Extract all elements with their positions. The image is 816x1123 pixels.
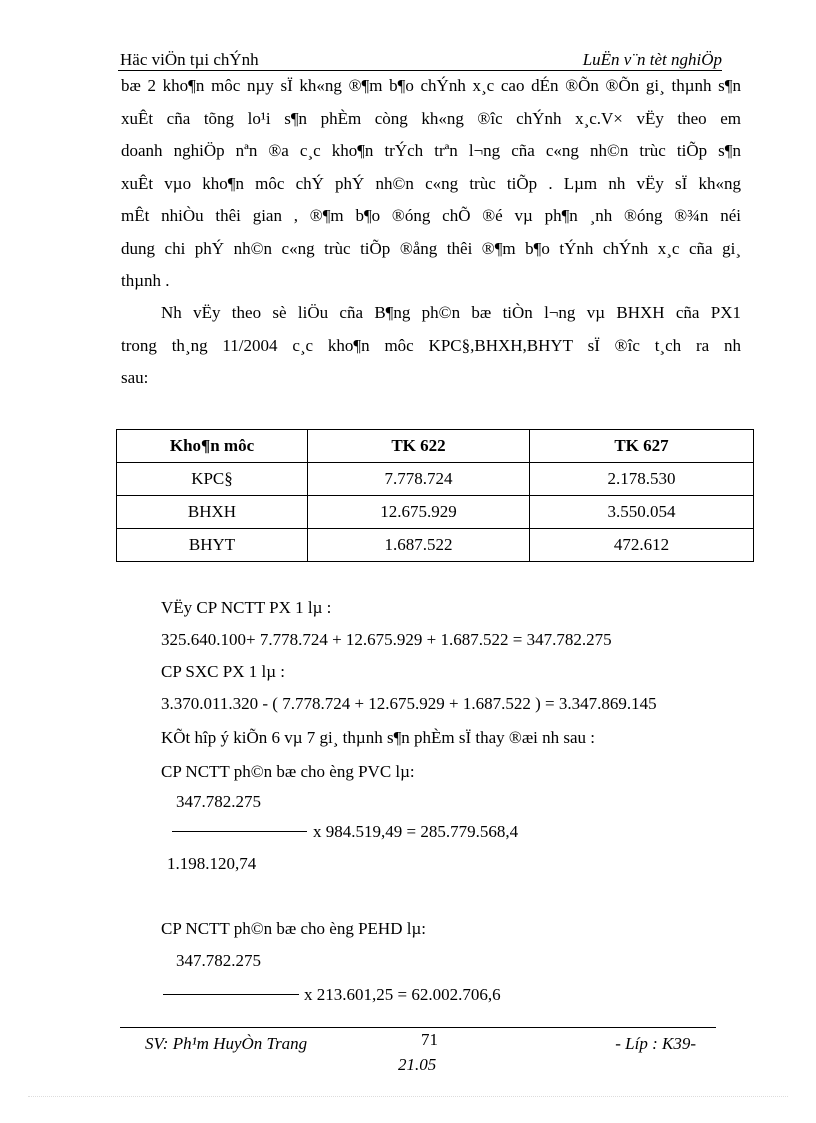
fraction-bar	[163, 994, 299, 995]
table-cell: 3.550.054	[530, 496, 754, 529]
table-cell: 2.178.530	[530, 463, 754, 496]
footer-class: - Líp : K39-	[615, 1034, 696, 1053]
footer-author: SV: Ph¹m HuyÒn Trang	[145, 1034, 308, 1053]
table-cell: 1.687.522	[308, 529, 530, 562]
fraction-numerator: 347.782.275	[176, 792, 261, 811]
paragraph-2	[121, 297, 741, 395]
calc-line: CP SXC PX 1 lµ :	[161, 662, 285, 681]
table-row	[117, 463, 754, 496]
header-document-type: LuËn v¨n tèt nghiÖp	[582, 50, 722, 69]
table-cell: 472.612	[530, 529, 754, 562]
fraction-numerator: 347.782.275	[176, 951, 261, 970]
text-line: doanh nghiÖp nªn ®a c¸c kho¶n trÝch trªn l¬ng cña c«ng nh©n trùc tiÕp s¶n	[121, 141, 741, 160]
text-line: mÊt nhiÒu thêi gian , ®¶m b¶o ®óng chÕ ®é vµ ph¶n ¸nh ®óng ®¾n néi	[121, 206, 741, 225]
text-line: sau:	[121, 368, 149, 387]
calc-line: VËy CP NCTT PX 1 lµ :	[161, 598, 332, 617]
table-header-cell: Kho¶n môc	[117, 430, 308, 463]
allocation-table	[116, 429, 754, 562]
table-row	[117, 496, 754, 529]
fraction-bar	[172, 831, 307, 832]
table-cell: BHYT	[117, 529, 308, 562]
paragraph-1	[121, 70, 741, 298]
page-number: 71	[421, 1030, 438, 1049]
text-line: trong th¸ng 11/2004 c¸c kho¶n môc KPC§,BHXH,BHYT sÏ ®îc t¸ch ra nh	[121, 335, 741, 355]
calc-line: 325.640.100+ 7.778.724 + 12.675.929 + 1.687.522 = 347.782.275	[161, 630, 612, 649]
table-header-cell: TK 622	[308, 430, 530, 463]
text-line: Nh vËy theo sè liÖu cña B¶ng ph©n bæ tiÒn l¬ng vµ BHXH cña PX1	[161, 303, 741, 322]
calc-line: KÕt hîp ý kiÕn 6 vµ 7 gi¸ thµnh s¶n phÈm sÏ thay ®æi nh sau :	[161, 728, 596, 747]
table-header-cell: TK 627	[530, 430, 754, 463]
fraction-result: x 984.519,49 = 285.779.568,4	[313, 822, 519, 841]
table-cell: KPC§	[117, 463, 308, 496]
table-cell: 12.675.929	[308, 496, 530, 529]
text-line: xuÊt vµo kho¶n môc chÝ phÝ nh©n c«ng trùc tiÕp . Lµm nh vËy sÏ kh«ng	[121, 173, 741, 193]
text-line: thµnh .	[121, 271, 170, 290]
fraction-denominator: 1.198.120,74	[167, 854, 257, 873]
text-line: xuÊt cña tõng lo¹i s¶n phÈm còng kh«ng ®îc chÝnh x¸c.V× vËy theo em	[121, 108, 741, 128]
calc-line: 3.370.011.320 - ( 7.778.724 + 12.675.929 + 1.687.522 ) = 3.347.869.145	[161, 694, 657, 713]
table-row	[117, 529, 754, 562]
table-cell: 7.778.724	[308, 463, 530, 496]
table-header-row	[117, 430, 754, 463]
table-cell: BHXH	[117, 496, 308, 529]
header-institution: Häc viÖn tµi chÝnh	[120, 50, 259, 69]
calc-line: CP NCTT ph©n bæ cho èng PEHD lµ:	[161, 919, 426, 938]
page-edge-divider	[28, 1096, 788, 1097]
calc-line: CP NCTT ph©n bæ cho èng PVC lµ:	[161, 762, 415, 781]
text-line: dung chi phÝ nh©n c«ng trùc tiÕp ®ång thêi ®¶m b¶o tÝnh chÝnh x¸c cña gi¸	[121, 238, 741, 258]
text-line: bæ 2 kho¶n môc nµy sÏ kh«ng ®¶m b¶o chÝnh x¸c cao dÉn ®Õn ®Õn gi¸ thµnh s¶n	[121, 76, 741, 95]
fraction-result: x 213.601,25 = 62.002.706,6	[304, 985, 501, 1004]
footer-date: 21.05	[398, 1055, 437, 1074]
footer-rule	[120, 1027, 716, 1028]
